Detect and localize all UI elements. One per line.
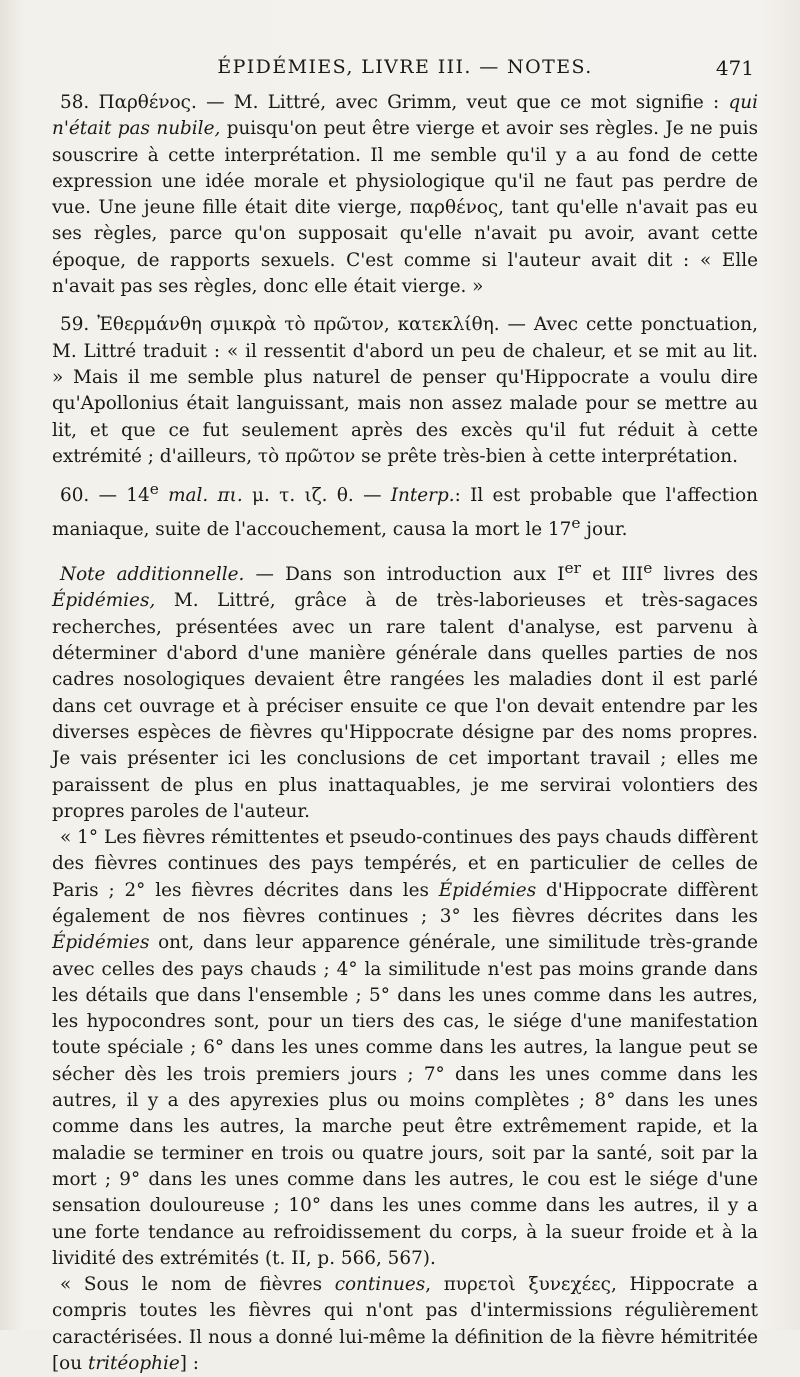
note-60-pi: πι. (217, 485, 243, 507)
note-58 (52, 90, 758, 300)
additional-note (52, 555, 758, 825)
quote-p2c: ont, dans leur apparence générale, une similitude très-grande avec celles des pays chauds ; 4° la similitude n'est pas moins grande dans les détails que dans l'ensemble ; 5° dans les unes comme dans les autres, les hypocondres sont, pour un tiers des cas, le siége d'une manifestation toute spéciale ; 6° dans les unes comme dans les autres, la langue peut se sécher dès les trois premiers jours ; 7° dans les unes comme dans les autres, il y a des apyrexies plus ou moins complètes ; 8° dans les unes comme dans les autres, la marche peut être extrêmement rapide, et la maladie se terminer en trois ou quatre jours, soit par la santé, soit par la mort ; 9° dans les unes comme dans les autres, le cou est le siége d'une sensation douloureuse ; 10° dans les unes comme dans les autres, il y a une forte tendance au refroidissement du corps, à la sueur froide et à la lividité des extrémités (t. II, p. 566, 567). (52, 932, 758, 1269)
quote-continues: continues (334, 1274, 426, 1296)
quote-p2b: d'Hippocrate diffèrent également de nos fièvres continues ; 3° les fièvres décrites dans les (52, 879, 758, 927)
quote-triteophie: tritéophie (87, 1353, 180, 1375)
quote-p3a: « Sous le nom de fièvres (60, 1274, 335, 1296)
running-title: ÉPIDÉMIES, LIVRE III. — NOTES. (217, 56, 593, 78)
note-58-lead: 58. Παρθένος. — M. Littré, avec Grimm, veut que ce mot signifie : (60, 92, 729, 113)
quote-continuous-fevers (52, 1272, 758, 1377)
additional-p1c: livres des (652, 564, 759, 586)
note-60-lead: 60. — 14 (60, 485, 150, 507)
note-60-sup2: e (571, 513, 581, 532)
additional-sup-er: er (564, 559, 581, 577)
additional-p1d: M. Littré, grâce à de très-laborieuses et très-sagaces recherches, présentées avec un rare talent d'analyse, est parvenu à déterminer d'abord d'une manière générale dans quelles parties de nos cadres nosologiques devaient être rangées les maladies dont il est parlé dans cet ouvrage et à préciser ensuite ce que l'on devait entendre par les diverses espèces de fièvres qu'Hippocrate désigne par des noms propres. Je vais présenter ici les conclusions de cet important travail ; elles me paraissent de plus en plus inattaquables, je me servirai volontiers des propres paroles de l'auteur. (52, 590, 758, 822)
additional-p1b: et III (580, 564, 644, 586)
note-60-mal: mal. (158, 485, 218, 507)
quote-p3c: ] : (179, 1353, 199, 1375)
quote-epidemies-1: Épidémies (438, 879, 537, 901)
additional-p1a: — Dans son introduction aux I (244, 564, 565, 586)
additional-epidemies: Épidémies, (52, 590, 156, 612)
quote-p3b: , πυρετοὶ ξυνεχέες, Hippocrate a compris toutes les fièvres qui n'ont pas d'intermissions régulièrement caractérisées. Il nous a donné lui-même la définition de la fièvre hémitritée [ou (52, 1274, 758, 1375)
note-59 (52, 312, 758, 470)
additional-note-label: Note additionnelle. (60, 564, 245, 586)
note-60-sup: e (149, 480, 159, 499)
note-58-quote: qui n'était pas nubile, (52, 92, 758, 140)
note-60-text: : Il est probable que l'affection maniaque, suite de l'accouchement, causa la mort le 17 (52, 485, 758, 540)
note-59-text: 59. Ἐθερμάνθη σμικρὰ τὸ πρῶτον, κατεκλίθη. — Avec cette ponctuation, M. Littré traduit : « il ressentit d'abord un peu de chaleur, et se mit au lit. » Mais il me semble plus naturel de penser qu'Hippocrate a voulu dire qu'Apollonius était languissant, mais non assez malade pour se mettre au lit, et que ce fut seulement après des excès qu'il fut réduit à cette extrémité ; d'ailleurs, τὸ πρῶτον se prête très-bien à cette interprétation. (52, 314, 758, 467)
note-60 (52, 476, 758, 543)
page-number: 471 (715, 56, 754, 80)
note-60-greek: μ. τ. ιζ. θ. — (242, 485, 391, 507)
note-60-tail: jour. (580, 518, 628, 540)
note-58-text: puisqu'on peut être vierge et avoir ses règles. Je ne puis souscrire à cette interprétation. Il me semble qu'il y a au fond de cette expression une idée morale et physiologique qu'il ne faut pas perdre de vue. Une jeune fille était dite vierge, παρθένος, tant qu'elle n'avait pas eu ses règles, parce qu'on supposait qu'elle n'avait pu avoir, avant cette époque, de rapports sexuels. C'est comme si l'auteur avait dit : « Elle n'avait pas ses règles, donc elle était vierge. » (52, 118, 759, 298)
quote-p2a: « 1° Les fièvres rémittentes et pseudo-continues des pays chauds diffèrent des fièvres continues des pays tempérés, et en particulier de celles de Paris ; 2° les fièvres décrites dans les (52, 827, 758, 901)
note-60-interp: Interp. (390, 485, 455, 507)
running-header (52, 52, 758, 90)
additional-sup-e: e (643, 559, 653, 577)
quote-epidemies-2: Épidémies (52, 932, 150, 954)
quote-fevers-list (52, 825, 758, 1272)
